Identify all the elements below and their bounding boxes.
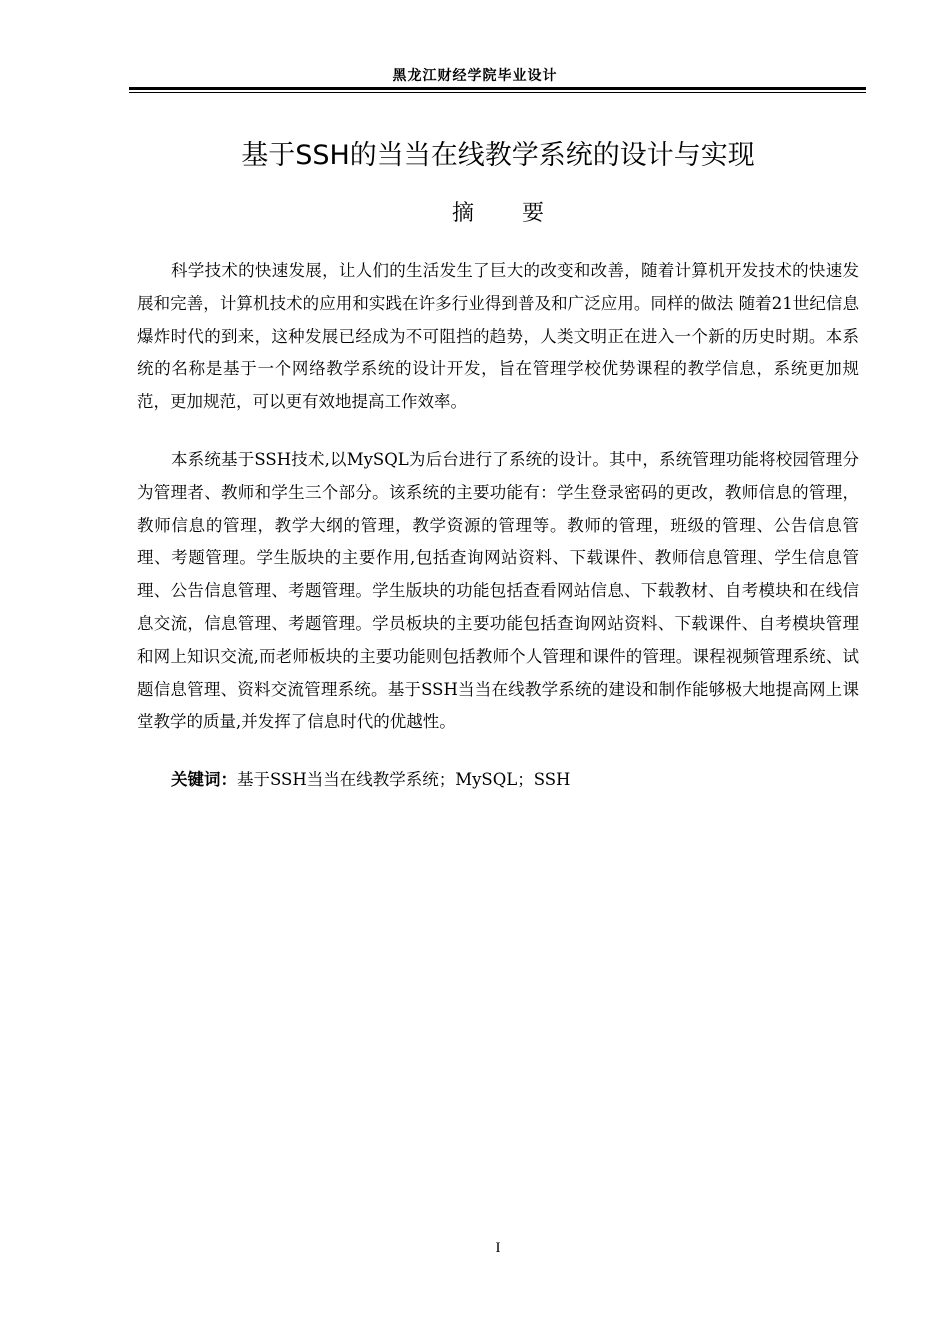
keywords-label: 关键词： — [171, 770, 237, 789]
page-number: I — [495, 1240, 501, 1256]
header-rule-thick — [129, 87, 866, 90]
keywords-line — [137, 764, 859, 797]
running-header: 黑龙江财经学院毕业设计 — [392, 68, 558, 84]
keywords-value: 基于SSH当当在线教学系统；MySQL；SSH — [237, 770, 571, 789]
document-title: 基于SSH的当当在线教学系统的设计与实现 — [241, 140, 755, 171]
abstract-paragraph-2: 本系统基于SSH技术,以MySQL为后台进行了系统的设计。其中，系统管理功能将校园管理分为管理者、教师和学生三个部分。该系统的主要功能有：学生登录密码的更改，教师信息的管理，教师信息的管理，教学大纲的管理，教学资源的管理等。教师的管理，班级的管理、公告信息管理、考题管理。学生版块的主要作用,包括查询网站资料、下载课件、教师信息管理、学生信息管理、公告信息管理、考题管理。学生版块的功能包括查看网站信息、下载教材、自考模块和在线信息交流，信息管理、考题管理。学员板块的主要功能包括查询网站资料、下载课件、自考模块管理和网上知识交流,而老师板块的主要功能则包括教师个人管理和课件的管理。课程视频管理系统、试题信息管理、资料交流管理系统。基于SSH当当在线教学系统的建设和制作能够极大地提高网上课堂教学的质量,并发挥了信息时代的优越性。 — [137, 450, 859, 732]
abstract-heading: 摘要 — [451, 201, 592, 226]
abstract-paragraph-1: 科学技术的快速发展，让人们的生活发生了巨大的改变和改善，随着计算机开发技术的快速发展和完善，计算机技术的应用和实践在许多行业得到普及和广泛应用。同样的做法 随着21世纪信息爆炸时代的到来，这种发展已经成为不可阻挡的趋势，人类文明正在进入一个新的历史时期。本系统的名称是基于一个网络教学系统的设计开发，旨在管理学校优势课程的教学信息，系统更加规范，更加规范，可以更有效地提高工作效率。 — [137, 261, 859, 412]
header-rule-thin — [129, 92, 866, 93]
